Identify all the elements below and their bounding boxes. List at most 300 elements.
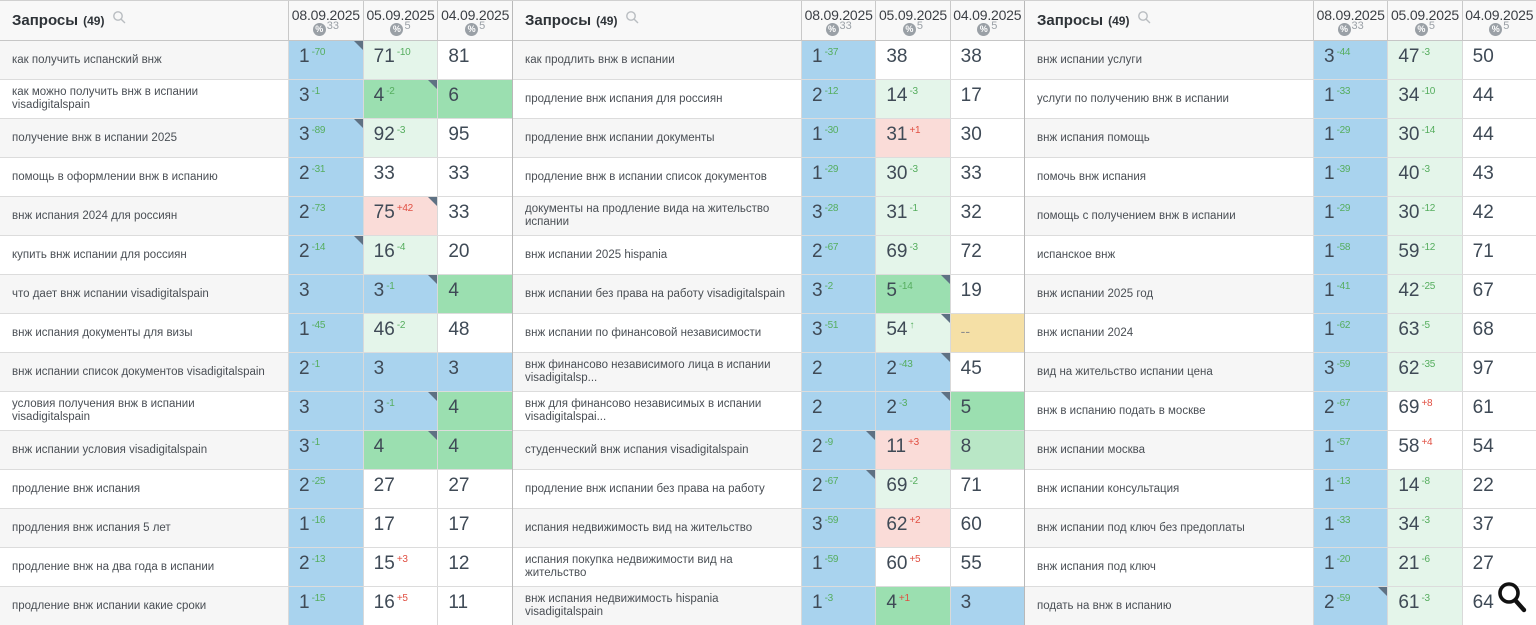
position-value: 17 [373, 514, 395, 535]
delta-badge: -57 [1336, 437, 1351, 448]
table-row[interactable] [0, 80, 512, 119]
delta-badge: +4 [1421, 437, 1433, 448]
table-row[interactable] [0, 41, 512, 80]
position-cell[interactable] [875, 548, 949, 586]
keyword-cell[interactable]: внж финансово независимого лица в испании visadigitalsp... [513, 353, 801, 391]
table-row[interactable] [513, 119, 1024, 158]
column-date: 08.09.2025 [1316, 6, 1385, 23]
position-cell[interactable] [1313, 197, 1387, 235]
delta-badge: -12 [1421, 242, 1436, 253]
position-cell[interactable] [288, 314, 363, 352]
position-cell[interactable] [288, 548, 363, 586]
position-cell[interactable] [950, 41, 1024, 79]
queries-header[interactable] [1025, 1, 1313, 40]
keyword-cell[interactable]: внж испании под ключ без предоплаты [1025, 509, 1313, 547]
position-cell[interactable] [288, 119, 363, 157]
position-cell[interactable] [875, 275, 949, 313]
position-cell[interactable] [363, 431, 438, 469]
position-cell[interactable] [1387, 236, 1461, 274]
position-value: 3 [1324, 46, 1335, 67]
position-cell[interactable] [437, 197, 512, 235]
table-row[interactable] [513, 470, 1024, 509]
position-cell[interactable] [437, 587, 512, 625]
percent-icon: % [465, 23, 478, 36]
position-value: 11 [448, 592, 469, 613]
keyword-cell[interactable]: как продлить внж в испании [513, 41, 801, 79]
position-cell[interactable] [1462, 431, 1536, 469]
delta-badge: -59 [1336, 359, 1351, 370]
position-cell[interactable] [1313, 314, 1387, 352]
position-cell[interactable] [1462, 392, 1536, 430]
keyword-cell[interactable]: внж испании 2025 hispania [513, 236, 801, 274]
search-icon[interactable] [112, 10, 126, 29]
position-cell[interactable] [875, 236, 949, 274]
position-cell[interactable] [363, 80, 438, 118]
position-cell[interactable] [363, 119, 438, 157]
position-cell[interactable] [875, 314, 949, 352]
table-row[interactable] [513, 392, 1024, 431]
position-value: 30 [886, 163, 908, 184]
position-cell[interactable] [950, 470, 1024, 508]
keyword-cell[interactable]: внж испания 2024 для россиян [0, 197, 288, 235]
position-value: 6 [448, 85, 459, 106]
position-cell[interactable] [950, 236, 1024, 274]
position-cell[interactable] [1462, 236, 1536, 274]
percent-value: 33 [326, 19, 339, 32]
position-cell[interactable] [1462, 509, 1536, 547]
position-value: 50 [1472, 46, 1494, 67]
keyword-cell[interactable]: внж испания недвижимость hispania visadigitalspain [513, 587, 801, 625]
table-row[interactable] [513, 548, 1024, 587]
position-cell[interactable] [1313, 275, 1387, 313]
keyword-cell[interactable]: условия получения внж в испании visadigitalspain [0, 392, 288, 430]
position-cell[interactable] [1462, 41, 1536, 79]
keyword-cell[interactable]: как получить испанский внж [0, 41, 288, 79]
position-cell[interactable] [875, 80, 949, 118]
keyword-cell[interactable]: продление внж испания для россиян [513, 80, 801, 118]
position-cell[interactable] [801, 431, 875, 469]
keyword-cell[interactable]: внж для финансово независимых в испании visadigitalspai... [513, 392, 801, 430]
table-row[interactable] [0, 431, 512, 470]
position-value: 17 [960, 85, 982, 106]
table-row[interactable] [1025, 275, 1536, 314]
position-cell[interactable] [801, 470, 875, 508]
table-row[interactable] [1025, 470, 1536, 509]
keyword-cell[interactable]: внж испании без права на работу visadigitalspain [513, 275, 801, 313]
queries-count: (49) [1108, 13, 1130, 28]
position-cell[interactable] [1462, 353, 1536, 391]
table-row[interactable] [1025, 587, 1536, 625]
position-cell[interactable] [363, 548, 438, 586]
position-cell[interactable] [950, 509, 1024, 547]
keyword-cell[interactable]: внж испании 2024 [1025, 314, 1313, 352]
table-row[interactable] [1025, 509, 1536, 548]
position-cell[interactable] [1313, 80, 1387, 118]
position-cell[interactable] [950, 353, 1024, 391]
table-row[interactable] [513, 158, 1024, 197]
position-value: 69 [886, 475, 908, 496]
keyword-cell[interactable]: продление внж испании без права на работу [513, 470, 801, 508]
position-cell[interactable] [875, 587, 949, 625]
column-date: 05.09.2025 [878, 6, 948, 23]
keyword-cell[interactable]: продление внж в испании список документов [513, 158, 801, 196]
position-cell[interactable] [1387, 158, 1461, 196]
position-value: 1 [1324, 85, 1335, 106]
position-cell[interactable] [437, 509, 512, 547]
table-row[interactable] [513, 275, 1024, 314]
keyword-cell[interactable]: внж испания под ключ [1025, 548, 1313, 586]
position-cell[interactable] [875, 509, 949, 547]
position-cell[interactable] [801, 587, 875, 625]
keyword-cell[interactable]: услуги по получению внж в испании [1025, 80, 1313, 118]
table-row[interactable] [1025, 197, 1536, 236]
table-row[interactable] [1025, 236, 1536, 275]
visibility-percent [313, 19, 339, 37]
table-row[interactable] [0, 392, 512, 431]
keyword-cell[interactable]: внж испании консультация [1025, 470, 1313, 508]
position-cell[interactable] [1387, 470, 1461, 508]
position-cell[interactable] [801, 509, 875, 547]
delta-badge: -3 [824, 593, 833, 604]
table-row[interactable] [513, 80, 1024, 119]
position-cell[interactable] [1387, 587, 1461, 625]
position-value: 1 [1324, 436, 1335, 457]
position-cell[interactable] [437, 236, 512, 274]
keyword-table-panel [0, 1, 512, 625]
position-cell[interactable] [363, 392, 438, 430]
delta-badge: -5 [1421, 320, 1430, 331]
position-cell[interactable] [1387, 314, 1461, 352]
keyword-cell[interactable]: внж испании услуги [1025, 41, 1313, 79]
position-value: 42 [1398, 280, 1420, 301]
percent-value: 33 [1351, 19, 1364, 32]
position-value: 40 [1398, 163, 1420, 184]
delta-badge: -3 [1421, 47, 1430, 58]
position-cell[interactable] [950, 314, 1024, 352]
position-cell[interactable] [1313, 509, 1387, 547]
position-cell[interactable] [1313, 392, 1387, 430]
position-cell[interactable] [801, 236, 875, 274]
position-cell[interactable] [1462, 158, 1536, 196]
table-row[interactable] [1025, 41, 1536, 80]
position-value: 27 [448, 475, 470, 496]
position-cell[interactable] [950, 587, 1024, 625]
position-cell[interactable] [437, 275, 512, 313]
date-column-header[interactable] [288, 1, 363, 40]
position-cell[interactable] [1313, 548, 1387, 586]
table-row[interactable] [0, 275, 512, 314]
table-row[interactable] [1025, 392, 1536, 431]
keyword-cell[interactable]: вид на жительство испании цена [1025, 353, 1313, 391]
date-column-header[interactable] [1462, 1, 1536, 40]
table-row[interactable] [513, 509, 1024, 548]
position-cell[interactable] [1387, 548, 1461, 586]
position-cell[interactable] [363, 275, 438, 313]
date-column-header[interactable] [437, 1, 512, 40]
delta-badge: -12 [1421, 203, 1436, 214]
keyword-cell[interactable]: помощь с получением внж в испании [1025, 197, 1313, 235]
position-cell[interactable] [363, 41, 438, 79]
keyword-cell[interactable]: продление внж испании какие сроки [0, 587, 288, 625]
position-cell[interactable] [801, 41, 875, 79]
position-cell[interactable] [437, 314, 512, 352]
delta-badge: -10 [1421, 86, 1436, 97]
position-cell[interactable] [288, 587, 363, 625]
position-cell[interactable] [363, 314, 438, 352]
column-date: 05.09.2025 [1390, 6, 1460, 23]
position-cell[interactable] [1387, 41, 1461, 79]
table-row[interactable] [0, 548, 512, 587]
position-cell[interactable] [801, 158, 875, 196]
keyword-cell[interactable]: внж испания документы для визы [0, 314, 288, 352]
position-value: 1 [812, 124, 823, 145]
position-cell[interactable] [950, 197, 1024, 235]
delta-badge: -14 [1421, 125, 1436, 136]
table-row[interactable] [513, 197, 1024, 236]
position-cell[interactable] [1462, 197, 1536, 235]
position-cell[interactable] [875, 470, 949, 508]
keyword-cell[interactable]: испания недвижимость вид на жительство [513, 509, 801, 547]
delta-badge: -33 [1336, 515, 1351, 526]
position-cell[interactable] [437, 431, 512, 469]
position-cell[interactable] [363, 353, 438, 391]
position-cell[interactable] [875, 197, 949, 235]
position-cell[interactable] [950, 431, 1024, 469]
position-cell[interactable] [288, 158, 363, 196]
delta-badge: -1 [311, 437, 320, 448]
keyword-cell[interactable]: внж испании 2025 год [1025, 275, 1313, 313]
position-cell[interactable] [1387, 119, 1461, 157]
position-cell[interactable] [363, 197, 438, 235]
position-value: 15 [373, 553, 395, 574]
keyword-cell[interactable]: продление внж испания [0, 470, 288, 508]
queries-header[interactable] [513, 1, 801, 40]
position-cell[interactable] [1462, 314, 1536, 352]
position-value: -- [960, 323, 970, 339]
keyword-cell[interactable]: подать на внж в испанию [1025, 587, 1313, 625]
position-cell[interactable] [875, 353, 949, 391]
position-value: 3 [960, 592, 972, 613]
table-row[interactable] [0, 158, 512, 197]
position-cell[interactable] [437, 548, 512, 586]
table-row[interactable] [513, 431, 1024, 470]
delta-badge: -4 [396, 242, 406, 253]
keyword-cell[interactable]: что дает внж испании visadigitalspain [0, 275, 288, 313]
table-row[interactable] [0, 119, 512, 158]
visibility-percent [390, 19, 411, 37]
position-value: 54 [1472, 436, 1494, 457]
position-cell[interactable] [1387, 353, 1461, 391]
position-cell[interactable] [437, 470, 512, 508]
queries-title: Запросы [525, 12, 592, 29]
date-column-header[interactable] [950, 1, 1024, 40]
table-row[interactable] [1025, 548, 1536, 587]
position-cell[interactable] [1313, 119, 1387, 157]
keyword-cell[interactable]: внж испании по финансовой независимости [513, 314, 801, 352]
position-cell[interactable] [1387, 197, 1461, 235]
search-icon[interactable] [1137, 10, 1151, 29]
keyword-cell[interactable]: внж испании москва [1025, 431, 1313, 469]
position-cell[interactable] [875, 392, 949, 430]
position-cell[interactable] [801, 353, 875, 391]
position-value: 60 [960, 514, 982, 535]
keyword-cell[interactable]: купить внж испании для россиян [0, 236, 288, 274]
keyword-cell[interactable]: студенческий внж испания visadigitalspain [513, 431, 801, 469]
position-value: 3 [812, 514, 823, 535]
keyword-cell[interactable]: продление внж испании документы [513, 119, 801, 157]
position-cell[interactable] [363, 470, 438, 508]
table-row[interactable] [1025, 353, 1536, 392]
keyword-cell[interactable]: продление внж на два года в испании [0, 548, 288, 586]
position-cell[interactable] [288, 41, 363, 79]
position-cell[interactable] [1462, 80, 1536, 118]
delta-badge: +42 [396, 203, 413, 214]
position-cell[interactable] [437, 80, 512, 118]
keyword-cell[interactable]: внж в испанию подать в москве [1025, 392, 1313, 430]
position-cell[interactable] [875, 431, 949, 469]
keyword-cell[interactable]: испания покупка недвижимости вид на жительство [513, 548, 801, 586]
position-cell[interactable] [288, 353, 363, 391]
table-row[interactable] [1025, 80, 1536, 119]
delta-badge: -14 [898, 281, 913, 292]
date-column-header[interactable] [801, 1, 875, 40]
table-row[interactable] [0, 509, 512, 548]
position-value: 27 [1472, 553, 1494, 574]
position-cell[interactable] [437, 158, 512, 196]
position-cell[interactable] [288, 197, 363, 235]
table-row[interactable] [1025, 314, 1536, 353]
date-column-header[interactable] [875, 1, 949, 40]
position-cell[interactable] [288, 509, 363, 547]
position-cell[interactable] [363, 509, 438, 547]
position-cell[interactable] [1387, 392, 1461, 430]
position-cell[interactable] [288, 470, 363, 508]
delta-badge: -45 [311, 320, 326, 331]
position-cell[interactable] [950, 158, 1024, 196]
position-cell[interactable] [1313, 431, 1387, 469]
position-cell[interactable] [1387, 431, 1461, 469]
position-value: 16 [373, 241, 395, 262]
keyword-table-panel [512, 1, 1024, 625]
table-row[interactable] [0, 314, 512, 353]
percent-icon: % [1338, 23, 1351, 36]
position-cell[interactable] [1387, 80, 1461, 118]
position-cell[interactable] [801, 548, 875, 586]
position-value: 61 [1398, 592, 1420, 613]
position-cell[interactable] [1313, 587, 1387, 625]
position-cell[interactable] [288, 80, 363, 118]
date-column-header[interactable] [363, 1, 438, 40]
position-cell[interactable] [363, 158, 438, 196]
position-cell[interactable] [288, 392, 363, 430]
position-cell[interactable] [1462, 119, 1536, 157]
delta-badge: +3 [908, 437, 919, 448]
position-value: 75 [373, 202, 395, 223]
table-row[interactable] [0, 470, 512, 509]
table-row[interactable] [513, 314, 1024, 353]
position-value: 32 [960, 202, 982, 223]
table-row[interactable] [0, 353, 512, 392]
position-cell[interactable] [437, 353, 512, 391]
keyword-cell[interactable]: документы на продление вида на жительство испании [513, 197, 801, 235]
position-cell[interactable] [1313, 236, 1387, 274]
keyword-cell[interactable]: как можно получить внж в испании visadigitalspain [0, 80, 288, 118]
keyword-cell[interactable]: помочь внж испания [1025, 158, 1313, 196]
position-cell[interactable] [950, 119, 1024, 157]
position-cell[interactable] [950, 80, 1024, 118]
table-row[interactable] [1025, 158, 1536, 197]
date-column-header[interactable] [1387, 1, 1461, 40]
position-cell[interactable] [1387, 275, 1461, 313]
keyword-cell[interactable]: внж испания помощь [1025, 119, 1313, 157]
position-cell[interactable] [288, 236, 363, 274]
search-icon[interactable] [625, 10, 639, 29]
position-cell[interactable] [875, 158, 949, 196]
queries-header[interactable] [0, 1, 288, 40]
position-value: 1 [1324, 475, 1335, 496]
position-cell[interactable] [801, 119, 875, 157]
position-cell[interactable] [363, 587, 438, 625]
table-row[interactable] [0, 236, 512, 275]
position-value: 17 [448, 514, 470, 535]
delta-badge: -70 [311, 47, 326, 58]
position-cell[interactable] [288, 275, 363, 313]
position-cell[interactable] [437, 119, 512, 157]
position-cell[interactable] [801, 314, 875, 352]
position-cell[interactable] [437, 392, 512, 430]
position-cell[interactable] [875, 119, 949, 157]
keyword-cell[interactable]: внж испании список документов visadigitalspain [0, 353, 288, 391]
position-cell[interactable] [1313, 353, 1387, 391]
table-row[interactable] [513, 41, 1024, 80]
keyword-cell[interactable]: испанское внж [1025, 236, 1313, 274]
position-cell[interactable] [288, 431, 363, 469]
table-row[interactable] [513, 236, 1024, 275]
position-cell[interactable] [801, 80, 875, 118]
keyword-cell[interactable]: внж испании условия visadigitalspain [0, 431, 288, 469]
position-cell[interactable] [363, 236, 438, 274]
keyword-cell[interactable]: получение внж в испании 2025 [0, 119, 288, 157]
position-cell[interactable] [1313, 470, 1387, 508]
position-cell[interactable] [1462, 275, 1536, 313]
position-cell[interactable] [437, 41, 512, 79]
position-cell[interactable] [801, 392, 875, 430]
position-value: 3 [448, 358, 459, 379]
table-row[interactable] [0, 587, 512, 625]
table-row[interactable] [513, 353, 1024, 392]
delta-badge: -3 [1421, 593, 1430, 604]
position-cell[interactable] [1462, 470, 1536, 508]
table-row[interactable] [513, 587, 1024, 625]
position-cell[interactable] [950, 548, 1024, 586]
table-row[interactable] [1025, 431, 1536, 470]
keyword-cell[interactable]: помощь в оформлении внж в испанию [0, 158, 288, 196]
date-column-header[interactable] [1313, 1, 1387, 40]
position-cell[interactable] [1313, 158, 1387, 196]
position-cell[interactable] [801, 197, 875, 235]
position-value: 1 [812, 163, 823, 184]
table-row[interactable] [0, 197, 512, 236]
position-cell[interactable] [875, 41, 949, 79]
position-cell[interactable] [950, 392, 1024, 430]
position-cell[interactable] [950, 275, 1024, 313]
position-cell[interactable] [1387, 509, 1461, 547]
keyword-cell[interactable]: продления внж испания 5 лет [0, 509, 288, 547]
position-cell[interactable] [1313, 41, 1387, 79]
percent-value: 33 [839, 19, 852, 32]
table-row[interactable] [1025, 119, 1536, 158]
position-cell[interactable] [801, 275, 875, 313]
